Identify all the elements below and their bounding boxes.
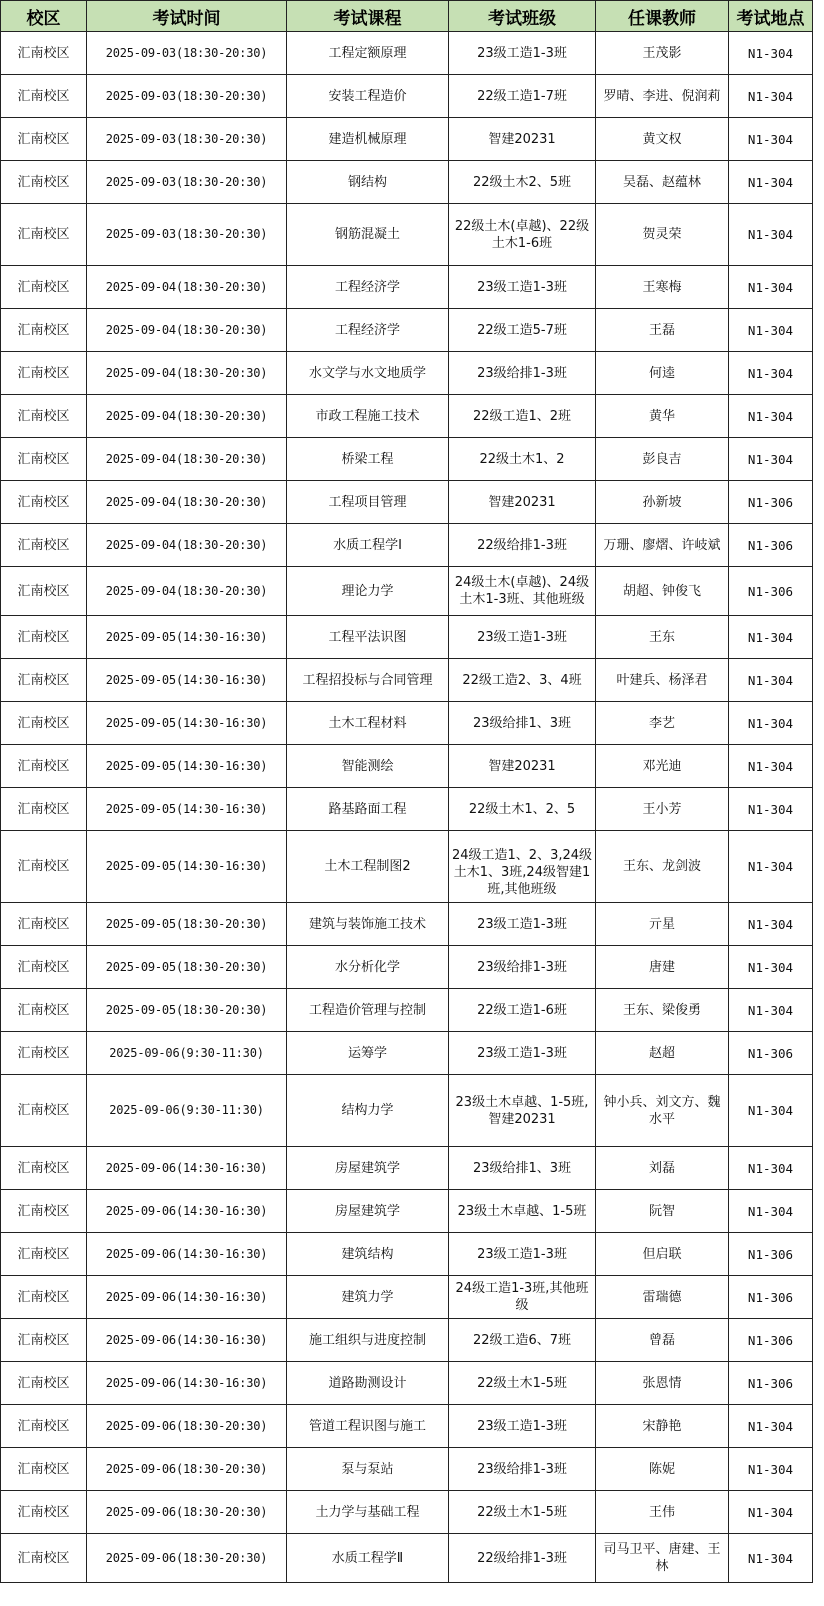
table-row: [1, 1190, 813, 1233]
cell-teacher[interactable]: 李艺: [596, 702, 729, 745]
class-text: 23级工造1-3班: [477, 629, 567, 645]
cell-exam-time[interactable]: 2025-09-04(18:30-20:30): [87, 438, 287, 481]
cell-teacher[interactable]: 彭良吉: [596, 438, 729, 481]
cell-course[interactable]: 工程造价管理与控制: [287, 989, 449, 1032]
cell-exam-time[interactable]: 2025-09-06(18:30-20:30): [87, 1534, 287, 1583]
cell-location[interactable]: N1-304: [729, 946, 813, 989]
cell-location[interactable]: N1-306: [729, 1276, 813, 1319]
cell-location[interactable]: N1-304: [729, 745, 813, 788]
cell-exam-time[interactable]: 2025-09-05(14:30-16:30): [87, 659, 287, 702]
cell-teacher[interactable]: 王伟: [596, 1491, 729, 1534]
cell-class[interactable]: [449, 204, 596, 266]
cell-campus[interactable]: 汇南校区: [1, 1147, 87, 1190]
class-text: 智建20231: [488, 131, 556, 147]
cell-teacher[interactable]: 雷瑞德: [596, 1276, 729, 1319]
cell-location[interactable]: N1-306: [729, 1362, 813, 1405]
cell-course[interactable]: 土木工程材料: [287, 702, 449, 745]
cell-location[interactable]: N1-306: [729, 1319, 813, 1362]
cell-campus[interactable]: 汇南校区: [1, 616, 87, 659]
cell-class[interactable]: [449, 946, 596, 989]
cell-campus[interactable]: 汇南校区: [1, 118, 87, 161]
class-text: 24级工造1-3班,其他班级: [455, 1281, 589, 1313]
cell-class[interactable]: [449, 32, 596, 75]
table-row: [1, 567, 813, 616]
cell-course[interactable]: 工程项目管理: [287, 481, 449, 524]
header-location[interactable]: 考试地点: [729, 1, 813, 32]
cell-class[interactable]: [449, 1448, 596, 1491]
table-row: [1, 1319, 813, 1362]
cell-campus[interactable]: 汇南校区: [1, 75, 87, 118]
table-row: [1, 309, 813, 352]
table-row: [1, 32, 813, 75]
table-row: [1, 118, 813, 161]
cell-exam-time[interactable]: 2025-09-05(18:30-20:30): [87, 903, 287, 946]
table-row: [1, 352, 813, 395]
cell-teacher[interactable]: 王磊: [596, 309, 729, 352]
class-text: 22级工造6、7班: [472, 1332, 572, 1348]
table-row: [1, 659, 813, 702]
cell-course[interactable]: 水分析化学: [287, 946, 449, 989]
cell-class[interactable]: [449, 1233, 596, 1276]
class-text: 23级工造1-3班: [477, 1045, 567, 1061]
cell-course[interactable]: 工程经济学: [287, 309, 449, 352]
table-row: [1, 946, 813, 989]
cell-campus[interactable]: 汇南校区: [1, 1190, 87, 1233]
table-row: [1, 481, 813, 524]
class-text: 23级土木卓越、1-5班: [457, 1203, 587, 1219]
class-text: 22级土木1、2、5: [468, 801, 576, 817]
cell-exam-time[interactable]: 2025-09-06(18:30-20:30): [87, 1491, 287, 1534]
cell-class[interactable]: [449, 1147, 596, 1190]
cell-campus[interactable]: 汇南校区: [1, 788, 87, 831]
class-text: 22级土木1-5班: [477, 1504, 567, 1520]
class-text: 22级工造1-7班: [477, 88, 567, 104]
cell-location[interactable]: N1-304: [729, 395, 813, 438]
cell-class[interactable]: [449, 266, 596, 309]
class-text: 22级工造5-7班: [477, 322, 567, 338]
table-row: [1, 745, 813, 788]
cell-course[interactable]: 运筹学: [287, 1032, 449, 1075]
cell-course[interactable]: 房屋建筑学: [287, 1147, 449, 1190]
cell-exam-time[interactable]: 2025-09-05(14:30-16:30): [87, 616, 287, 659]
cell-campus[interactable]: 汇南校区: [1, 1491, 87, 1534]
table-row: [1, 1147, 813, 1190]
cell-teacher[interactable]: 钟小兵、刘文方、魏水平: [596, 1075, 729, 1147]
cell-campus[interactable]: 汇南校区: [1, 1276, 87, 1319]
cell-exam-time[interactable]: 2025-09-05(14:30-16:30): [87, 788, 287, 831]
table-row: [1, 1362, 813, 1405]
cell-teacher[interactable]: 王小芳: [596, 788, 729, 831]
cell-campus[interactable]: 汇南校区: [1, 567, 87, 616]
class-text: 22级土木(卓越)、22级土木1-6班: [454, 218, 590, 251]
cell-exam-time[interactable]: 2025-09-03(18:30-20:30): [87, 75, 287, 118]
cell-location[interactable]: N1-304: [729, 788, 813, 831]
cell-teacher[interactable]: 唐建: [596, 946, 729, 989]
cell-location[interactable]: N1-304: [729, 989, 813, 1032]
cell-campus[interactable]: 汇南校区: [1, 702, 87, 745]
cell-campus[interactable]: 汇南校区: [1, 1448, 87, 1491]
cell-teacher[interactable]: 司马卫平、唐建、王林: [596, 1534, 729, 1583]
header-time[interactable]: 考试时间: [87, 1, 287, 32]
cell-course[interactable]: 路基路面工程: [287, 788, 449, 831]
class-text: 22级土木1-5班: [477, 1375, 567, 1391]
cell-class[interactable]: [449, 831, 596, 903]
cell-exam-time[interactable]: 2025-09-04(18:30-20:30): [87, 266, 287, 309]
cell-exam-time[interactable]: 2025-09-06(18:30-20:30): [87, 1405, 287, 1448]
cell-campus[interactable]: 汇南校区: [1, 204, 87, 266]
table-row: [1, 524, 813, 567]
cell-teacher[interactable]: 赵超: [596, 1032, 729, 1075]
cell-location[interactable]: N1-304: [729, 161, 813, 204]
cell-campus[interactable]: 汇南校区: [1, 309, 87, 352]
cell-course[interactable]: 水质工程学Ⅱ: [287, 1534, 449, 1583]
cell-exam-time[interactable]: 2025-09-04(18:30-20:30): [87, 395, 287, 438]
cell-class[interactable]: [449, 745, 596, 788]
table-row: [1, 266, 813, 309]
cell-teacher[interactable]: 张恩情: [596, 1362, 729, 1405]
class-text: 24级土木(卓越)、24级土木1-3班、其他班级: [454, 575, 590, 607]
table-row: [1, 989, 813, 1032]
cell-teacher[interactable]: 王寒梅: [596, 266, 729, 309]
cell-course[interactable]: 施工组织与进度控制: [287, 1319, 449, 1362]
cell-course[interactable]: 房屋建筑学: [287, 1190, 449, 1233]
cell-course[interactable]: 市政工程施工技术: [287, 395, 449, 438]
class-text: 24级工造1、2、3,24级土木1、3班,24级智建1班,其他班级: [451, 847, 593, 897]
cell-course[interactable]: 理论力学: [287, 567, 449, 616]
cell-exam-time[interactable]: 2025-09-06(14:30-16:30): [87, 1190, 287, 1233]
cell-class[interactable]: [449, 1319, 596, 1362]
table-row: [1, 1032, 813, 1075]
cell-class[interactable]: [449, 702, 596, 745]
cell-campus[interactable]: 汇南校区: [1, 1534, 87, 1583]
cell-course[interactable]: 工程经济学: [287, 266, 449, 309]
cell-course[interactable]: 结构力学: [287, 1075, 449, 1147]
cell-exam-time[interactable]: 2025-09-06(14:30-16:30): [87, 1147, 287, 1190]
cell-course[interactable]: 道路勘测设计: [287, 1362, 449, 1405]
cell-teacher[interactable]: 黄华: [596, 395, 729, 438]
cell-location[interactable]: N1-304: [729, 32, 813, 75]
cell-class[interactable]: [449, 481, 596, 524]
cell-campus[interactable]: 汇南校区: [1, 903, 87, 946]
cell-exam-time[interactable]: 2025-09-06(14:30-16:30): [87, 1276, 287, 1319]
cell-campus[interactable]: 汇南校区: [1, 659, 87, 702]
cell-location[interactable]: N1-304: [729, 1075, 813, 1147]
cell-teacher[interactable]: 何逵: [596, 352, 729, 395]
cell-class[interactable]: [449, 395, 596, 438]
cell-campus[interactable]: 汇南校区: [1, 266, 87, 309]
table-row: [1, 788, 813, 831]
table-row: [1, 1405, 813, 1448]
cell-teacher[interactable]: 王茂影: [596, 32, 729, 75]
cell-exam-time[interactable]: 2025-09-04(18:30-20:30): [87, 524, 287, 567]
class-text: 22级土木1、2: [479, 451, 565, 467]
cell-class[interactable]: [449, 1405, 596, 1448]
cell-course[interactable]: 智能测绘: [287, 745, 449, 788]
cell-teacher[interactable]: 曾磊: [596, 1319, 729, 1362]
cell-class[interactable]: [449, 118, 596, 161]
cell-teacher[interactable]: 吴磊、赵蕴林: [596, 161, 729, 204]
class-text: 22级工造2、3、4班: [462, 672, 582, 688]
class-text: 23级给排1-3班: [477, 1461, 567, 1477]
cell-course[interactable]: 工程定额原理: [287, 32, 449, 75]
cell-teacher[interactable]: 刘磊: [596, 1147, 729, 1190]
class-text: 23级给排1-3班: [477, 365, 567, 381]
cell-course[interactable]: 桥梁工程: [287, 438, 449, 481]
cell-exam-time[interactable]: 2025-09-04(18:30-20:30): [87, 352, 287, 395]
cell-course[interactable]: 工程招投标与合同管理: [287, 659, 449, 702]
cell-teacher[interactable]: 陈妮: [596, 1448, 729, 1491]
cell-campus[interactable]: 汇南校区: [1, 524, 87, 567]
class-text: 23级工造1-3班: [477, 1246, 567, 1262]
table-body: [1, 32, 813, 1583]
class-text: 23级给排1、3班: [472, 715, 572, 731]
cell-campus[interactable]: 汇南校区: [1, 438, 87, 481]
cell-location[interactable]: N1-304: [729, 118, 813, 161]
cell-exam-time[interactable]: 2025-09-03(18:30-20:30): [87, 118, 287, 161]
cell-class[interactable]: [449, 989, 596, 1032]
table-row: [1, 75, 813, 118]
class-text: 23级给排1-3班: [477, 959, 567, 975]
table-row: [1, 1233, 813, 1276]
cell-location[interactable]: N1-306: [729, 567, 813, 616]
cell-exam-time[interactable]: 2025-09-05(14:30-16:30): [87, 831, 287, 903]
cell-class[interactable]: [449, 1190, 596, 1233]
cell-course[interactable]: 工程平法识图: [287, 616, 449, 659]
cell-teacher[interactable]: 宋静艳: [596, 1405, 729, 1448]
cell-location[interactable]: N1-304: [729, 659, 813, 702]
class-text: 23级工造1-3班: [477, 279, 567, 295]
table-row: [1, 1276, 813, 1319]
cell-course[interactable]: 水质工程学Ⅰ: [287, 524, 449, 567]
cell-class[interactable]: [449, 1032, 596, 1075]
cell-class[interactable]: [449, 567, 596, 616]
class-text: 23级工造1-3班: [477, 1418, 567, 1434]
cell-class[interactable]: [449, 161, 596, 204]
cell-location[interactable]: N1-304: [729, 702, 813, 745]
cell-campus[interactable]: 汇南校区: [1, 745, 87, 788]
cell-exam-time[interactable]: 2025-09-05(18:30-20:30): [87, 946, 287, 989]
cell-location[interactable]: N1-304: [729, 1405, 813, 1448]
class-text: 智建20231: [488, 494, 556, 510]
cell-course[interactable]: 安装工程造价: [287, 75, 449, 118]
header-class[interactable]: 考试班级: [449, 1, 596, 32]
cell-teacher[interactable]: 贺灵荣: [596, 204, 729, 266]
cell-teacher[interactable]: 王东、梁俊勇: [596, 989, 729, 1032]
header-row: [1, 1, 813, 32]
cell-exam-time[interactable]: 2025-09-04(18:30-20:30): [87, 567, 287, 616]
cell-exam-time[interactable]: 2025-09-06(14:30-16:30): [87, 1233, 287, 1276]
table-row: [1, 616, 813, 659]
class-text: 智建20231: [488, 758, 556, 774]
cell-campus[interactable]: 汇南校区: [1, 395, 87, 438]
cell-location[interactable]: N1-304: [729, 438, 813, 481]
cell-course[interactable]: 水文学与水文地质学: [287, 352, 449, 395]
cell-campus[interactable]: 汇南校区: [1, 481, 87, 524]
cell-class[interactable]: [449, 75, 596, 118]
cell-campus[interactable]: 汇南校区: [1, 1405, 87, 1448]
cell-class[interactable]: [449, 1075, 596, 1147]
cell-location[interactable]: N1-304: [729, 1147, 813, 1190]
cell-teacher[interactable]: 罗晴、李进、倪润莉: [596, 75, 729, 118]
cell-exam-time[interactable]: 2025-09-06(18:30-20:30): [87, 1448, 287, 1491]
cell-course[interactable]: 钢筋混凝土: [287, 204, 449, 266]
cell-location[interactable]: N1-304: [729, 1491, 813, 1534]
cell-campus[interactable]: 汇南校区: [1, 946, 87, 989]
cell-course[interactable]: 管道工程识图与施工: [287, 1405, 449, 1448]
cell-class[interactable]: [449, 309, 596, 352]
cell-course[interactable]: 泵与泵站: [287, 1448, 449, 1491]
cell-course[interactable]: 钢结构: [287, 161, 449, 204]
cell-location[interactable]: N1-304: [729, 75, 813, 118]
cell-campus[interactable]: 汇南校区: [1, 989, 87, 1032]
cell-course[interactable]: 建筑结构: [287, 1233, 449, 1276]
cell-teacher[interactable]: 叶建兵、杨泽君: [596, 659, 729, 702]
cell-exam-time[interactable]: 2025-09-05(14:30-16:30): [87, 745, 287, 788]
cell-exam-time[interactable]: 2025-09-03(18:30-20:30): [87, 161, 287, 204]
table-row: [1, 1448, 813, 1491]
cell-exam-time[interactable]: 2025-09-06(14:30-16:30): [87, 1319, 287, 1362]
cell-exam-time[interactable]: 2025-09-03(18:30-20:30): [87, 32, 287, 75]
cell-course[interactable]: 土力学与基础工程: [287, 1491, 449, 1534]
table-row: [1, 438, 813, 481]
cell-class[interactable]: [449, 1276, 596, 1319]
cell-exam-time[interactable]: 2025-09-06(9:30-11:30): [87, 1075, 287, 1147]
cell-teacher[interactable]: 胡超、钟俊飞: [596, 567, 729, 616]
cell-teacher[interactable]: 万珊、廖熠、许岐斌: [596, 524, 729, 567]
cell-campus[interactable]: 汇南校区: [1, 161, 87, 204]
header-teacher[interactable]: 任课教师: [596, 1, 729, 32]
cell-teacher[interactable]: 阮智: [596, 1190, 729, 1233]
cell-location[interactable]: N1-304: [729, 903, 813, 946]
header-campus[interactable]: 校区: [1, 1, 87, 32]
cell-course[interactable]: 土木工程制图2: [287, 831, 449, 903]
table-row: [1, 903, 813, 946]
cell-exam-time[interactable]: 2025-09-05(14:30-16:30): [87, 702, 287, 745]
cell-campus[interactable]: 汇南校区: [1, 1362, 87, 1405]
table-row: [1, 204, 813, 266]
cell-location[interactable]: N1-304: [729, 1448, 813, 1491]
cell-exam-time[interactable]: 2025-09-04(18:30-20:30): [87, 481, 287, 524]
cell-location[interactable]: N1-304: [729, 266, 813, 309]
cell-location[interactable]: N1-306: [729, 1032, 813, 1075]
cell-location[interactable]: N1-304: [729, 352, 813, 395]
class-text: 22级工造1-6班: [477, 1002, 567, 1018]
cell-location[interactable]: N1-304: [729, 616, 813, 659]
cell-location[interactable]: N1-306: [729, 481, 813, 524]
cell-teacher[interactable]: 黄文权: [596, 118, 729, 161]
cell-location[interactable]: N1-306: [729, 524, 813, 567]
cell-exam-time[interactable]: 2025-09-05(18:30-20:30): [87, 989, 287, 1032]
table-row: [1, 395, 813, 438]
class-text: 23级土木卓越、1-5班,智建20231: [455, 1094, 589, 1127]
cell-campus[interactable]: 汇南校区: [1, 352, 87, 395]
cell-teacher[interactable]: 亓星: [596, 903, 729, 946]
cell-location[interactable]: N1-304: [729, 1190, 813, 1233]
cell-campus[interactable]: 汇南校区: [1, 1075, 87, 1147]
cell-exam-time[interactable]: 2025-09-06(9:30-11:30): [87, 1032, 287, 1075]
cell-location[interactable]: N1-304: [729, 309, 813, 352]
cell-teacher[interactable]: 邓光迪: [596, 745, 729, 788]
cell-campus[interactable]: 汇南校区: [1, 1233, 87, 1276]
cell-exam-time[interactable]: 2025-09-06(14:30-16:30): [87, 1362, 287, 1405]
cell-course[interactable]: 建筑与装饰施工技术: [287, 903, 449, 946]
cell-course[interactable]: 建筑力学: [287, 1276, 449, 1319]
cell-teacher[interactable]: 王东: [596, 616, 729, 659]
cell-exam-time[interactable]: 2025-09-04(18:30-20:30): [87, 309, 287, 352]
table-row: [1, 831, 813, 903]
class-text: 22级土木2、5班: [472, 174, 572, 190]
cell-class[interactable]: [449, 659, 596, 702]
class-text: 22级工造1、2班: [472, 408, 572, 424]
cell-class[interactable]: [449, 1534, 596, 1583]
class-text: 23级给排1、3班: [472, 1160, 572, 1176]
cell-class[interactable]: [449, 1362, 596, 1405]
cell-class[interactable]: [449, 352, 596, 395]
table-row: [1, 1534, 813, 1583]
table-row: [1, 161, 813, 204]
table-row: [1, 1075, 813, 1147]
header-course[interactable]: 考试课程: [287, 1, 449, 32]
cell-teacher[interactable]: 孙新坡: [596, 481, 729, 524]
cell-location[interactable]: N1-304: [729, 204, 813, 266]
cell-course[interactable]: 建造机械原理: [287, 118, 449, 161]
cell-location[interactable]: N1-304: [729, 1534, 813, 1583]
cell-class[interactable]: [449, 788, 596, 831]
cell-location[interactable]: N1-306: [729, 1233, 813, 1276]
cell-class[interactable]: [449, 903, 596, 946]
cell-class[interactable]: [449, 438, 596, 481]
cell-location[interactable]: N1-304: [729, 831, 813, 903]
cell-class[interactable]: [449, 616, 596, 659]
cell-campus[interactable]: 汇南校区: [1, 1032, 87, 1075]
class-text: 23级工造1-3班: [477, 45, 567, 61]
cell-teacher[interactable]: 但启联: [596, 1233, 729, 1276]
cell-class[interactable]: [449, 524, 596, 567]
cell-campus[interactable]: 汇南校区: [1, 1319, 87, 1362]
cell-class[interactable]: [449, 1491, 596, 1534]
cell-exam-time[interactable]: 2025-09-03(18:30-20:30): [87, 204, 287, 266]
class-text: 23级工造1-3班: [477, 916, 567, 932]
cell-campus[interactable]: 汇南校区: [1, 831, 87, 903]
table-row: [1, 702, 813, 745]
class-text: 22级给排1-3班: [477, 537, 567, 553]
class-text: 22级给排1-3班: [477, 1550, 567, 1566]
cell-teacher[interactable]: 王东、龙剑波: [596, 831, 729, 903]
cell-campus[interactable]: 汇南校区: [1, 32, 87, 75]
table-row: [1, 1491, 813, 1534]
